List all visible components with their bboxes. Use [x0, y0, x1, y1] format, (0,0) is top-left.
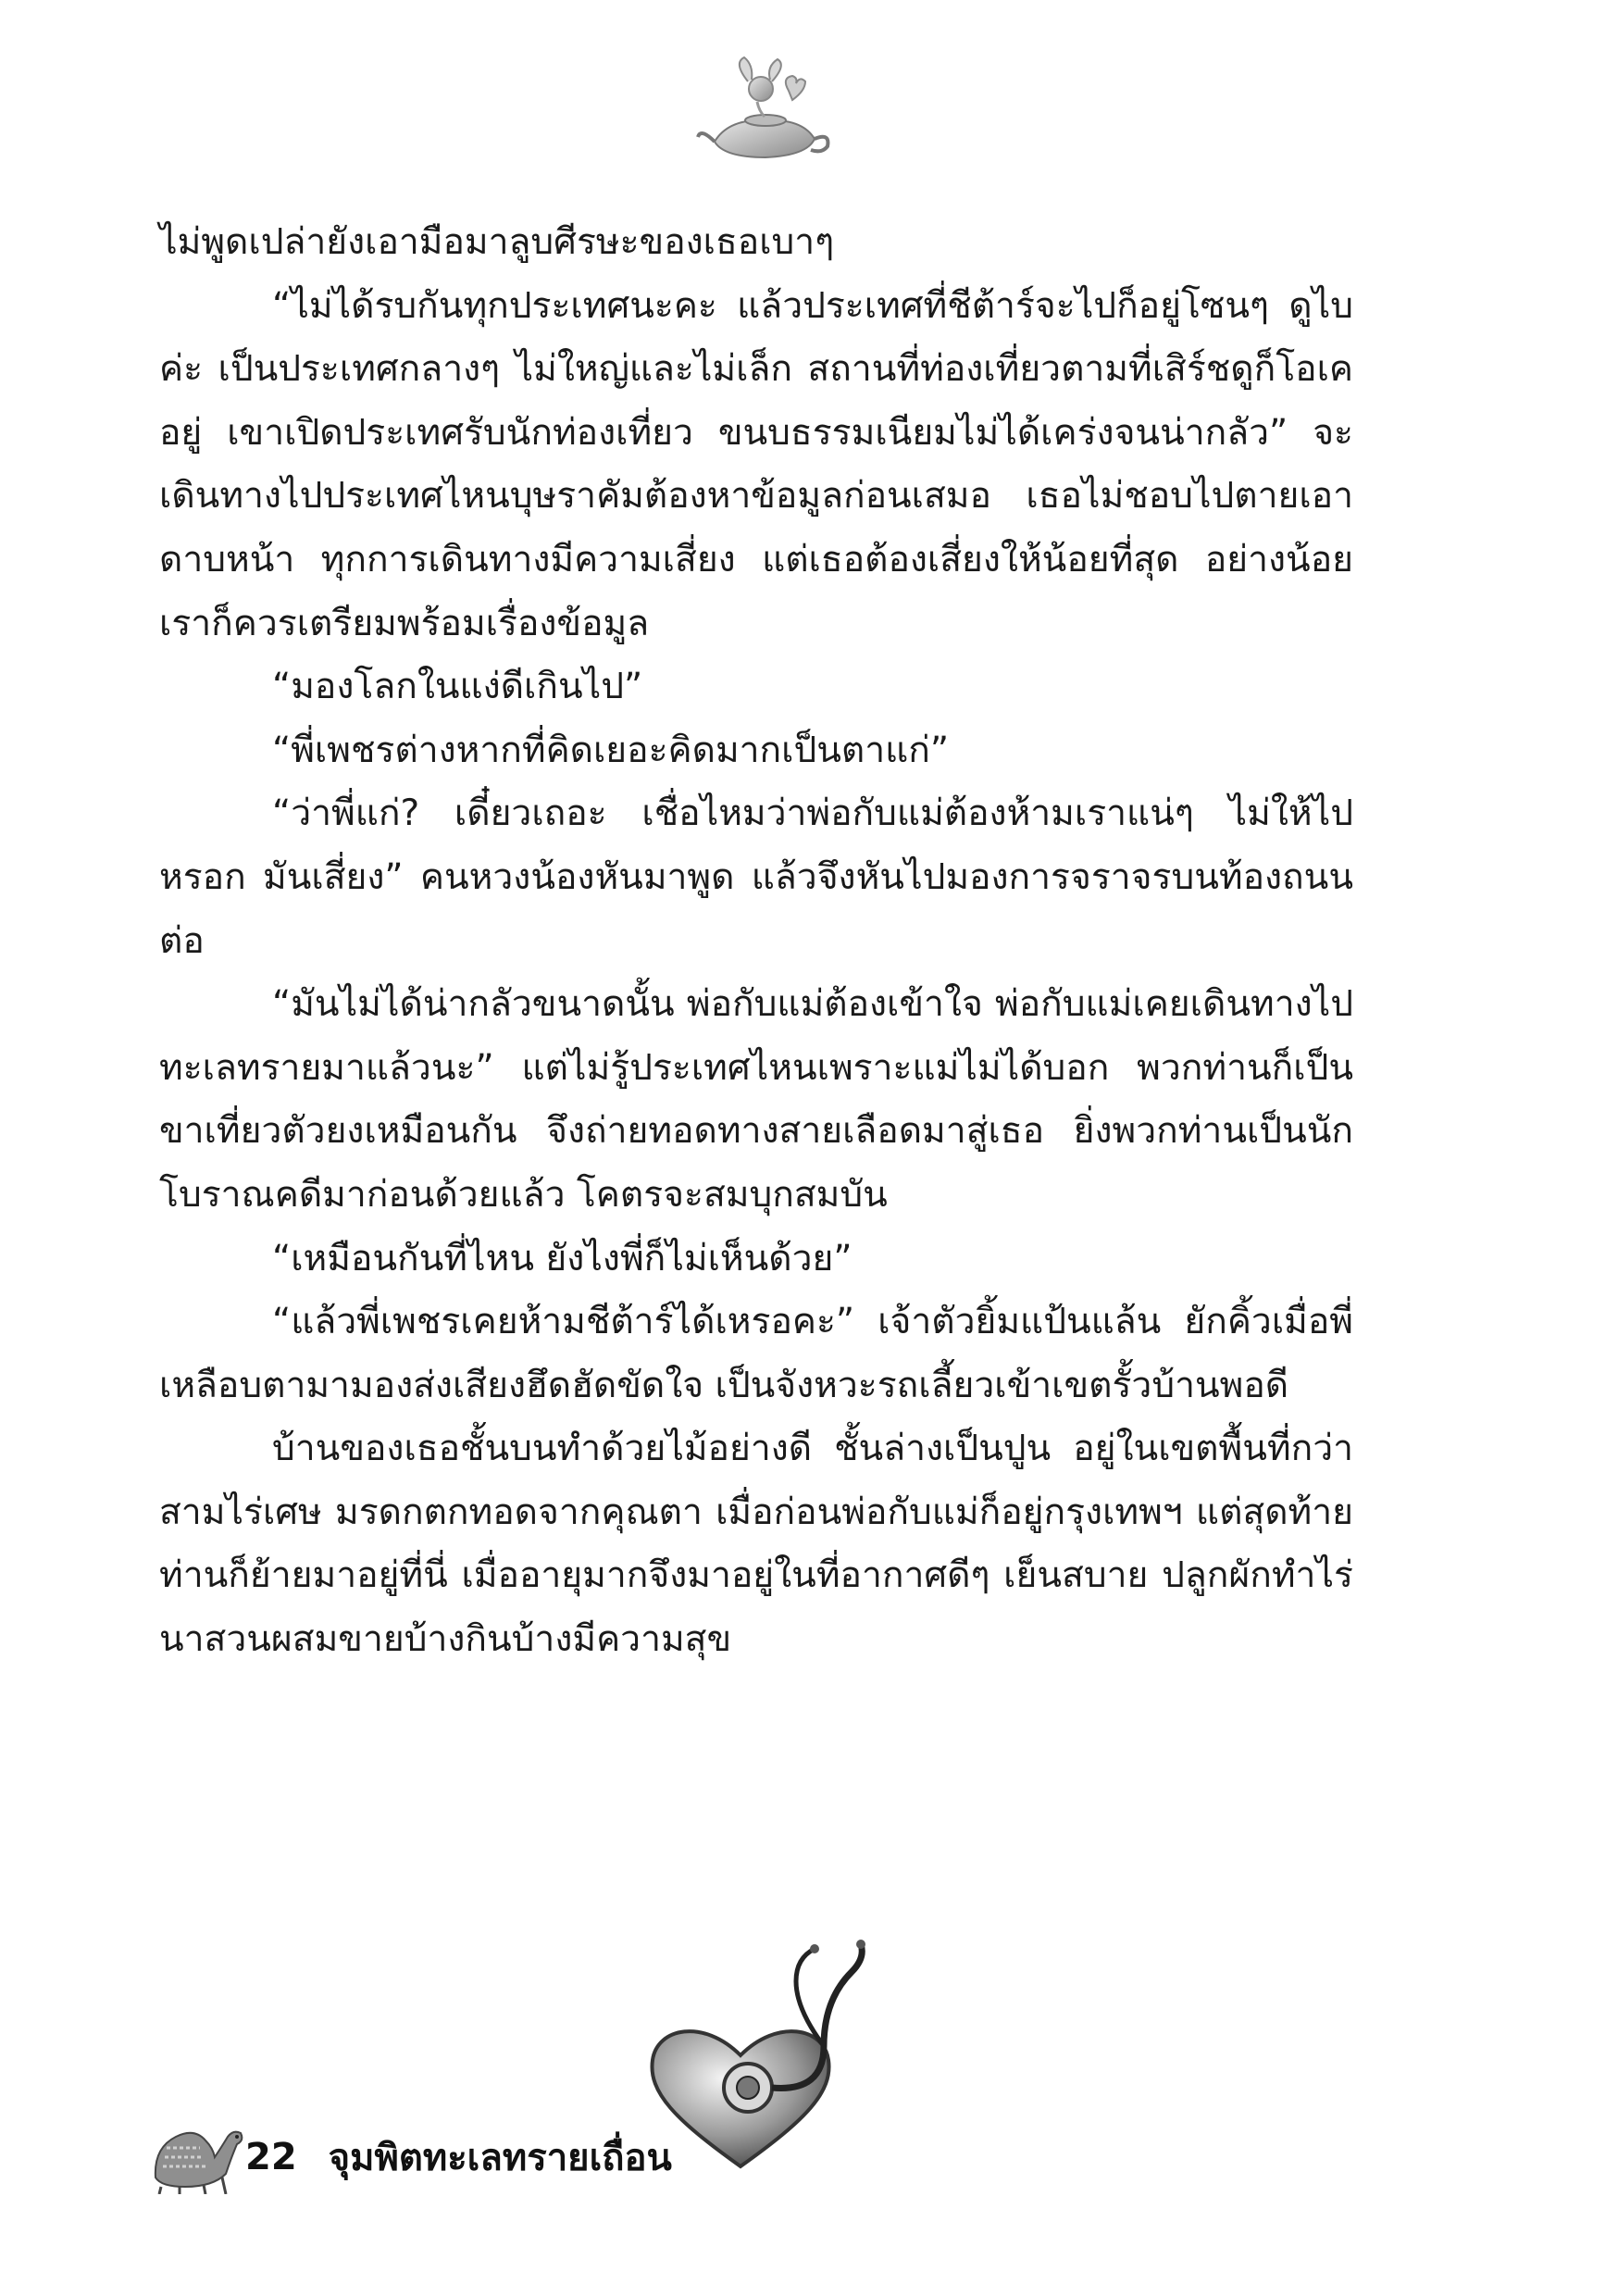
body-text [159, 211, 1353, 1672]
cupid-teapot-ornament-icon [696, 54, 835, 174]
paragraph: “พี่เพชรต่างหากที่คิดเยอะคิดมากเป็นตาแก่” [272, 729, 950, 771]
paragraph: “แล้วพี่เพชรเคยห้ามชีต้าร์ได้เหรอคะ” เจ้าตัวยิ้มแป้นแล้น ยักคิ้วเมื่อพี่เหลือบตามามองส่งเสียงฮึดฮัดขัดใจ เป็นจังหวะรถเลี้ยวเข้าเขตรั้วบ้านพอดี [159, 1301, 1353, 1406]
page-footer [245, 2120, 672, 2194]
paragraph: “มันไม่ได้น่ากลัวขนาดนั้น พ่อกับแม่ต้องเข้าใจ พ่อกับแม่เคยเดินทางไปทะเลทรายมาแล้วนะ” แต่ไม่รู้ประเทศไหนเพราะแม่ไม่ได้บอก พวกท่านก็เป็นขาเที่ยวตัวยงเหมือนกัน จึงถ่ายทอดทางสายเลือดมาสู่เธอ ยิ่งพวกท่านเป็นนักโบราณคดีมาก่อนด้วยแล้ว โคตรจะสมบุกสมบัน [159, 983, 1353, 1216]
camel-icon [148, 2120, 245, 2194]
paragraph: “เหมือนกันที่ไหน ยังไงพี่ก็ไม่เห็นด้วย” [272, 1237, 853, 1279]
heart-stethoscope-icon [639, 1935, 889, 2185]
paragraph: “ว่าพี่แก่? เดี๋ยวเถอะ เชื่อไหมว่าพ่อกับแม่ต้องห้ามเราแน่ๆ ไม่ให้ไปหรอก มันเสี่ยง” คนหวงน้องหันมาพูด แล้วจึงหันไปมองการจราจรบนท้องถนนต่อ [159, 792, 1353, 962]
book-title: จุมพิตทะเลทรายเถื่อน [328, 2137, 672, 2179]
paragraph: “ไม่ได้รบกันทุกประเทศนะคะ แล้วประเทศที่ชีต้าร์จะไปก็อยู่โซนๆ ดูไบค่ะ เป็นประเทศกลางๆ ไม่ใหญ่และไม่เล็ก สถานที่ท่องเที่ยวตามที่เสิร์ชดูก็โอเคอยู่ เขาเปิดประเทศรับนักท่องเที่ยว ขนบธรรมเนียมไม่ได้เคร่งจนน่ากลัว” จะเดินทางไปประเทศไหนบุษราคัมต้องหาข้อมูลก่อนเสมอ เธอไม่ชอบไปตายเอาดาบหน้า ทุกการเดินทางมีความเสี่ยง แต่เธอต้องเสี่ยงให้น้อยที่สุด อย่างน้อยเราก็ควรเตรียมพร้อมเรื่องข้อมูล [159, 284, 1353, 644]
paragraph: “มองโลกในแง่ดีเกินไป” [272, 666, 643, 708]
page-number: 22 [245, 2136, 297, 2178]
paragraph: ไม่พูดเปล่ายังเอามือมาลูบศีรษะของเธอเบาๆ [159, 221, 835, 263]
paragraph: บ้านของเธอชั้นบนทำด้วยไม้อย่างดี ชั้นล่างเป็นปูน อยู่ในเขตพื้นที่กว่าสามไร่เศษ มรดกตกทอดจากคุณตา เมื่อก่อนพ่อกับแม่ก็อยู่กรุงเทพฯ แต่สุดท้ายท่านก็ย้ายมาอยู่ที่นี่ เมื่ออายุมากจึงมาอยู่ในที่อากาศดีๆ เย็นสบาย ปลูกผักทำไร่นาสวนผสมขายบ้างกินบ้างมีความสุข [159, 1428, 1353, 1661]
